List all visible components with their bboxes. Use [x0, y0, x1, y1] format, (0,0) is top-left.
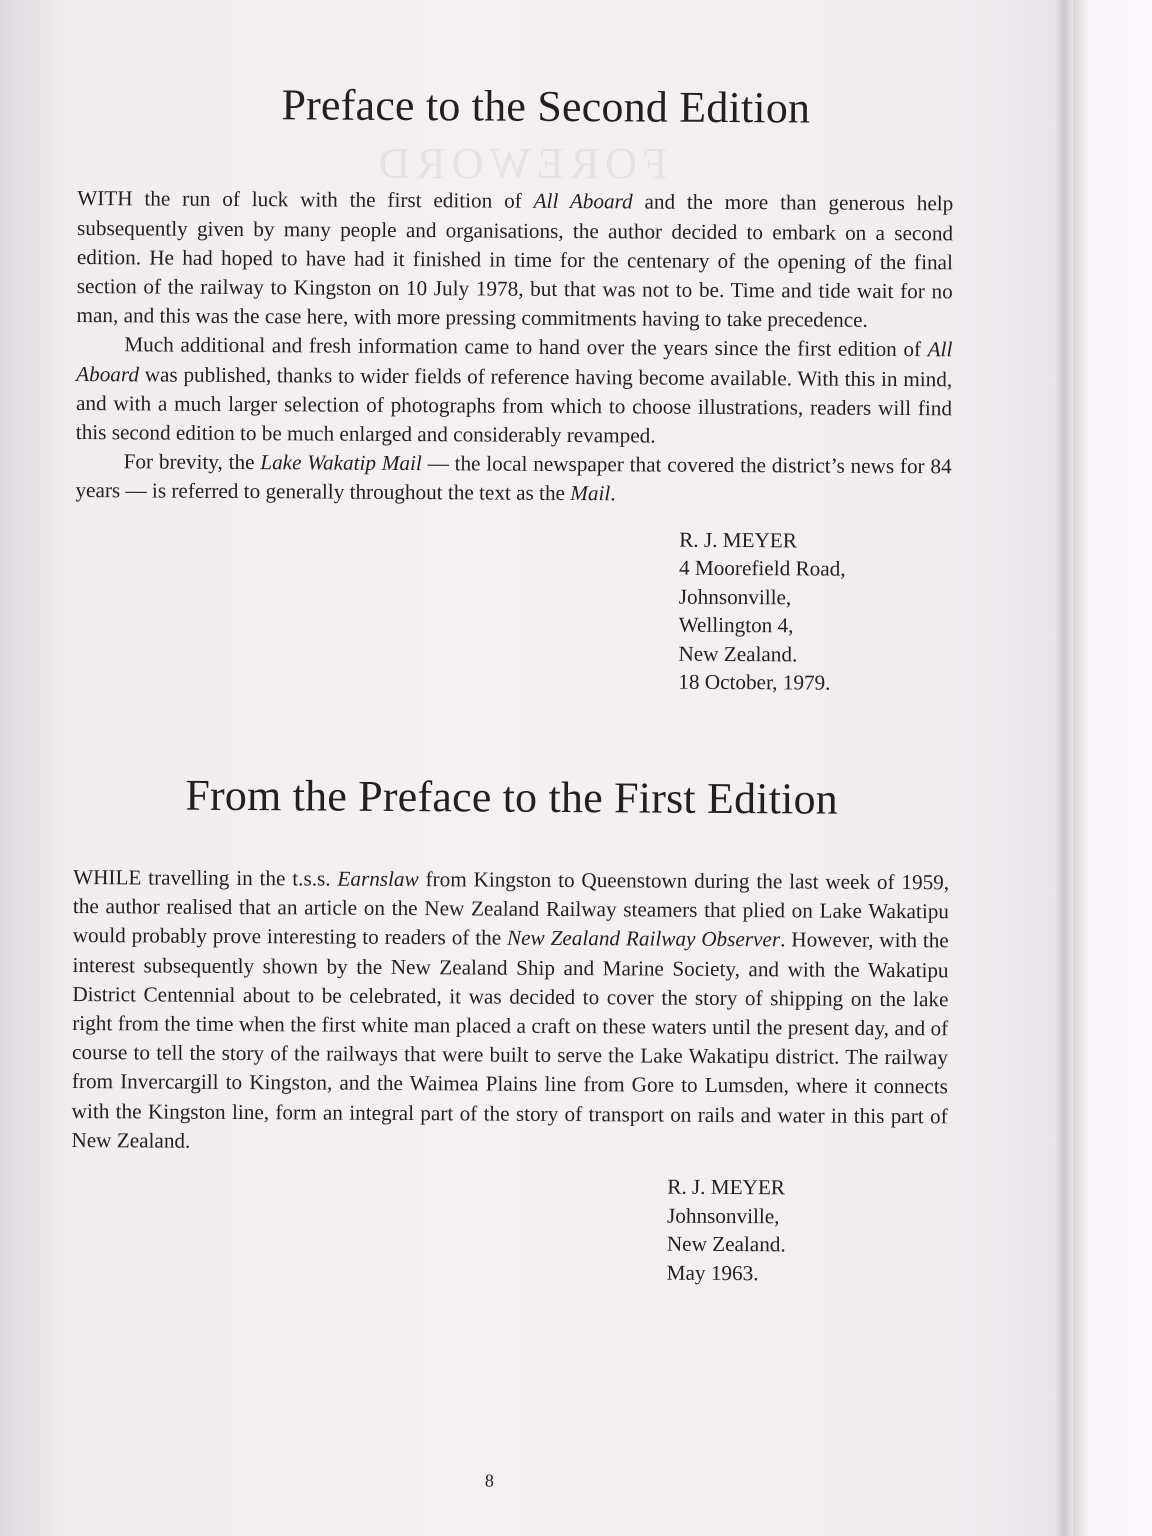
signature-line: Johnsonville,: [667, 1203, 780, 1228]
signature-line: New Zealand.: [678, 641, 798, 667]
signature-line: New Zealand.: [666, 1231, 786, 1257]
show-through-heading: FOREWORD: [372, 139, 668, 188]
first-edition-body: [71, 863, 949, 1160]
facing-page-edge: [1073, 0, 1152, 1536]
signature-line: R. J. MEYER: [679, 527, 798, 553]
signature-line: R. J. MEYER: [667, 1174, 786, 1200]
signature-line: May 1963.: [666, 1260, 759, 1285]
text-run: For brevity, the: [123, 449, 261, 475]
page-number: 8: [484, 1470, 495, 1491]
italic-title: Mail: [570, 481, 611, 506]
second-edition-body: [75, 184, 953, 511]
signature-line: Johnsonville,: [678, 584, 792, 609]
text-run: from Kingston to Queenstown during the last week of 1959, the author realised that an article on the New Zealand Railway steamers that plied on Lake Wakatipu would probably prove interesting to readers of the: [72, 867, 950, 951]
text-run: WHILE travelling in the t.s.s.: [73, 865, 338, 891]
body-paragraph: [76, 330, 953, 452]
signature-line: 4 Moorefield Road,: [678, 555, 846, 581]
second-edition-title: Preface to the Second Edition: [281, 80, 811, 133]
first-edition-signature: [667, 1173, 948, 1289]
text-run: Much additional and fresh information came to hand over the years since the first edition of: [124, 332, 928, 362]
text-run: and the more than generous help subsequently given by many people and organisations, the author decided to embark on a second edition. He had hoped to have had it finished in time for the centenary of the opening of the final section of the railway to Kingston on 10 July 1978, but that was not to be. Time and tide wait for no man, and this was the case here, with more pressing commitments having to take precedence.: [76, 189, 954, 333]
signature-line: Wellington 4,: [678, 612, 794, 638]
second-edition-signature: [678, 525, 951, 698]
italic-title: All Aboard: [76, 337, 953, 386]
body-paragraph: [75, 447, 951, 511]
text-run: — the local newspaper that covered the district’s news for 84 years — is referred to generally throughout the text as the: [75, 451, 952, 506]
first-edition-title: From the Preface to the First Edition: [185, 770, 839, 824]
text-run: WITH the run of luck with the first edition of: [77, 186, 534, 214]
italic-title: Lake Wakatip Mail: [260, 450, 422, 476]
signature-line: 18 October, 1979.: [678, 669, 831, 695]
text-run: was published, thanks to wider fields of reference having become available. With this in mind, and with a much larger selection of photographs from which to choose illustrations, readers will find this second edition to be much enlarged and considerably revamped.: [75, 361, 953, 448]
italic-title: All Aboard: [533, 189, 633, 214]
italic-title: New Zealand Railway Observer: [506, 926, 781, 952]
body-paragraph: [76, 184, 953, 335]
book-page: [69, 80, 954, 1525]
text-run: . However, with the interest subsequently shown by the New Zealand Ship and Marine Society, and with the Wakatipu District Centennial about to be celebrated, it was decided to cover the story of shipping on the lake right from the time when the first white man placed a craft on these waters until the present day, and of course to tell the story of the railways that were built to serve the Lake Wakatipu district. The railway from Invercargill to Kingston, and the Waimea Plains line from Gore to Lumsden, where it connects with the Kingston line, form an integral part of the story of transport on rails and water in this part of New Zealand.: [71, 927, 949, 1153]
gutter-shadow: [1055, 0, 1073, 1536]
text-run: .: [610, 481, 616, 506]
italic-title: Earnslaw: [337, 866, 419, 892]
body-paragraph: [71, 863, 949, 1160]
